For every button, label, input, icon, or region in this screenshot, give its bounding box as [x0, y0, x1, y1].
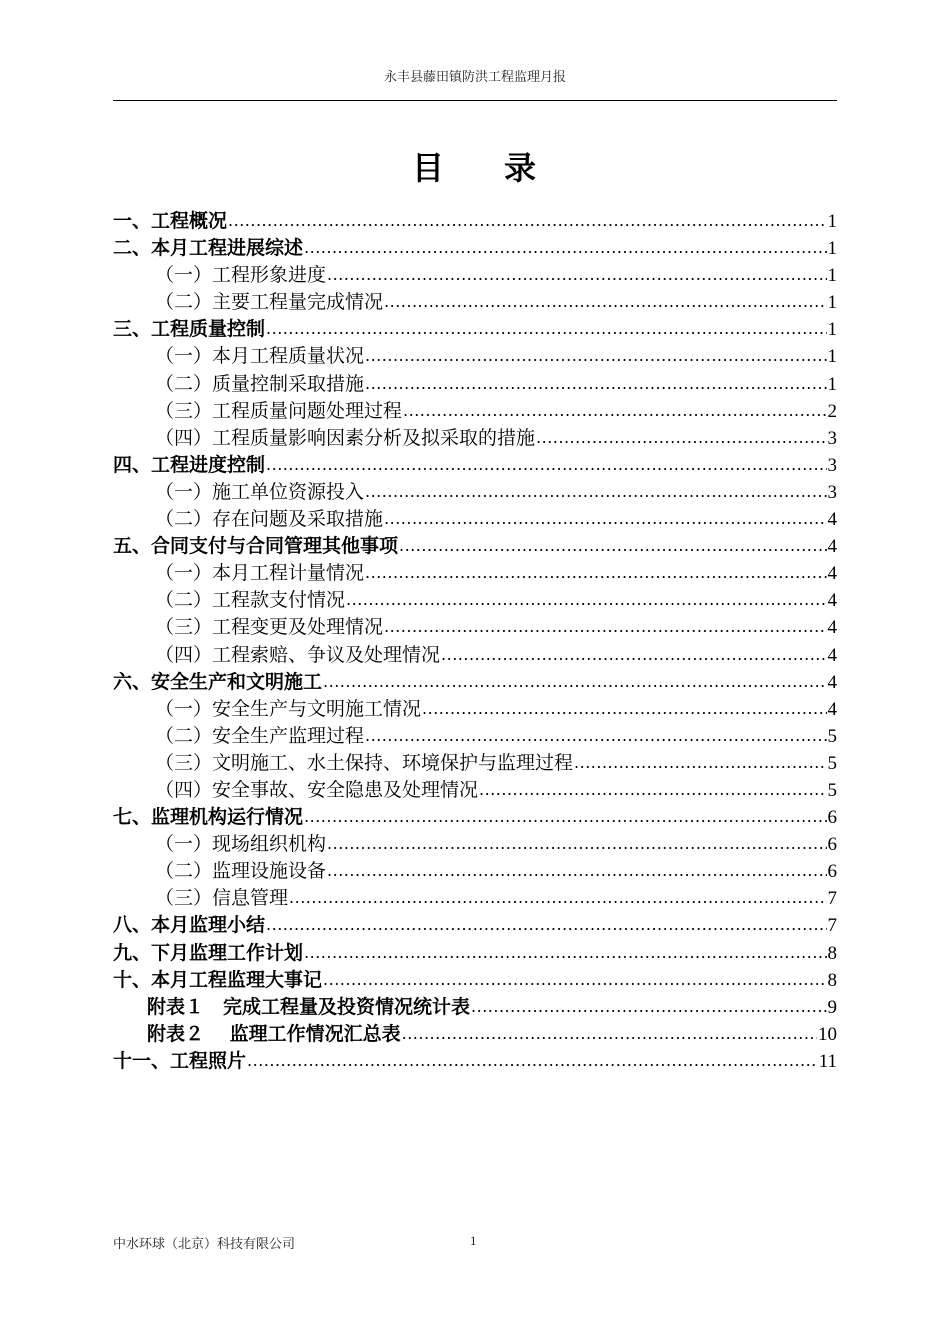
toc-entry-label: 十一、工程照片 — [113, 1049, 247, 1072]
footer-company: 中水环球（北京）科技有限公司 — [113, 1237, 296, 1252]
toc-entry[interactable] — [113, 750, 837, 777]
toc-entry-label: （一）施工单位资源投入 — [155, 480, 365, 503]
toc-entry[interactable] — [113, 479, 837, 506]
toc-entry-page: 4 — [827, 590, 837, 612]
toc-entry-page: 7 — [827, 888, 837, 910]
toc-leader-dots — [327, 830, 826, 857]
running-header: 永丰县藤田镇防洪工程监理月报 — [383, 70, 566, 85]
toc-entry-label: （一）安全生产与文明施工情况 — [155, 697, 422, 720]
toc-leader-dots — [327, 261, 826, 288]
toc-entry[interactable] — [113, 506, 837, 533]
toc-entry[interactable] — [113, 804, 837, 831]
toc-entry[interactable] — [113, 316, 837, 343]
toc-entry-label: （二）工程款支付情况 — [155, 589, 346, 612]
toc-entry-page: 5 — [827, 752, 837, 774]
toc-leader-dots — [323, 966, 826, 993]
toc-leader-dots — [365, 370, 826, 397]
toc-leader-dots — [365, 722, 826, 749]
toc-leader-dots — [266, 911, 826, 938]
toc-entry[interactable] — [113, 371, 837, 398]
toc-entry-label: （二）质量控制采取措施 — [155, 372, 365, 395]
toc-leader-dots — [327, 857, 826, 884]
toc-entry[interactable] — [113, 642, 837, 669]
toc-entry-label: 十、本月工程监理大事记 — [113, 968, 323, 991]
toc-entry-page: 11 — [818, 1050, 837, 1072]
toc-leader-dots — [441, 641, 826, 668]
toc-entry-label: （一）本月工程质量状况 — [155, 345, 365, 368]
toc-leader-dots — [266, 315, 826, 342]
toc-entry-page: 2 — [827, 400, 837, 422]
toc-entry[interactable] — [113, 967, 837, 994]
toc-leader-dots — [574, 749, 826, 776]
toc-entry-label: （三）信息管理 — [155, 887, 289, 910]
toc-entry-page: 1 — [827, 373, 837, 395]
toc-entry-page: 4 — [827, 698, 837, 720]
toc-leader-dots — [304, 939, 826, 966]
toc-entry[interactable] — [113, 885, 837, 912]
toc-entry[interactable] — [113, 994, 837, 1021]
toc-leader-dots — [479, 776, 826, 803]
toc-entry[interactable] — [113, 452, 837, 479]
toc-entry-page: 9 — [827, 996, 837, 1018]
toc-leader-dots — [304, 234, 826, 261]
toc-leader-dots — [365, 342, 826, 369]
toc-entry[interactable] — [113, 940, 837, 967]
toc-leader-dots — [384, 288, 826, 315]
toc-entry-page: 3 — [827, 454, 837, 476]
toc-entry[interactable] — [113, 831, 837, 858]
toc-entry[interactable] — [113, 425, 837, 452]
toc-entry-page: 1 — [827, 211, 837, 232]
toc-entry-label: 五、合同支付与合同管理其他事项 — [113, 535, 399, 558]
toc-entry-page: 4 — [827, 617, 837, 639]
toc-leader-dots — [289, 884, 826, 911]
toc-entry-page: 4 — [827, 536, 837, 558]
toc-leader-dots — [323, 668, 826, 695]
toc-entry[interactable] — [113, 614, 837, 641]
toc-entry[interactable] — [113, 533, 837, 560]
toc-entry-page: 1 — [827, 319, 837, 341]
toc-entry-page: 4 — [827, 563, 837, 585]
toc-entry-page: 8 — [827, 969, 837, 991]
toc-leader-dots — [365, 478, 826, 505]
toc-entry-label: 二、本月工程进展综述 — [113, 237, 304, 260]
toc-leader-dots — [422, 695, 826, 722]
toc-entry[interactable] — [113, 587, 837, 614]
toc-leader-dots — [304, 803, 826, 830]
toc-entry-label: （三）工程质量问题处理过程 — [155, 399, 403, 422]
toc-leader-dots — [399, 532, 826, 559]
toc-entry[interactable] — [113, 398, 837, 425]
page-title-left: 目 — [411, 149, 446, 187]
toc-leader-dots — [384, 613, 826, 640]
toc-entry-label: 九、下月监理工作计划 — [113, 941, 304, 964]
toc-leader-dots — [266, 451, 826, 478]
table-of-contents — [113, 208, 837, 1075]
toc-entry[interactable] — [113, 696, 837, 723]
toc-entry[interactable] — [113, 723, 837, 750]
toc-entry-page: 8 — [827, 942, 837, 964]
toc-entry-page: 5 — [827, 779, 837, 801]
toc-entry-page: 4 — [827, 509, 837, 531]
toc-entry-page: 1 — [827, 238, 837, 260]
toc-entry-label: （四）工程索赔、争议及处理情况 — [155, 643, 441, 666]
toc-entry-label: （二）监理设施设备 — [155, 860, 327, 883]
toc-entry[interactable] — [113, 235, 837, 262]
page-title-right: 录 — [504, 149, 539, 187]
toc-entry-page: 6 — [827, 807, 837, 829]
toc-entry[interactable] — [113, 1048, 837, 1075]
toc-leader-dots — [346, 586, 826, 613]
page-title — [113, 143, 837, 189]
toc-entry-label: 六、安全生产和文明施工 — [113, 670, 323, 693]
toc-entry-label: （一）本月工程计量情况 — [155, 562, 365, 585]
toc-entry-page: 4 — [827, 644, 837, 666]
toc-entry[interactable] — [113, 262, 837, 289]
toc-leader-dots — [247, 1047, 818, 1074]
toc-leader-dots — [536, 424, 826, 451]
toc-entry-page: 7 — [827, 915, 837, 937]
toc-entry-label: 三、工程质量控制 — [113, 318, 266, 341]
toc-entry[interactable] — [113, 858, 837, 885]
toc-entry-label: 一、工程概况 — [113, 210, 228, 232]
toc-entry[interactable] — [113, 560, 837, 587]
toc-entry[interactable] — [113, 343, 837, 370]
toc-leader-dots — [228, 207, 826, 234]
toc-entry-label: 附表２ 监理工作情况汇总表 — [147, 1022, 401, 1045]
toc-entry-label: （四）工程质量影响因素分析及拟采取的措施 — [155, 426, 536, 449]
toc-entry-label: （三）工程变更及处理情况 — [155, 616, 384, 639]
toc-entry-label: 四、工程进度控制 — [113, 453, 266, 476]
toc-entry-label: 七、监理机构运行情况 — [113, 806, 304, 829]
toc-entry-page: 1 — [827, 292, 837, 314]
toc-entry-label: （二）存在问题及采取措施 — [155, 508, 384, 531]
toc-entry[interactable] — [113, 208, 837, 235]
toc-entry[interactable] — [113, 777, 837, 804]
toc-entry-page: 5 — [827, 725, 837, 747]
toc-entry-page: 3 — [827, 481, 837, 503]
toc-entry-label: （三）文明施工、水土保持、环境保护与监理过程 — [155, 751, 574, 774]
toc-entry-page: 6 — [827, 834, 837, 856]
toc-entry-page: 3 — [827, 427, 837, 449]
toc-entry-page: 10 — [818, 1023, 837, 1045]
footer-page-number: 1 — [470, 1233, 477, 1248]
toc-entry[interactable] — [113, 1021, 837, 1048]
toc-entry-label: 八、本月监理小结 — [113, 914, 266, 937]
toc-leader-dots — [384, 505, 826, 532]
toc-entry-page: 6 — [827, 861, 837, 883]
toc-entry-page: 1 — [827, 346, 837, 368]
toc-entry-page: 4 — [827, 671, 837, 693]
toc-leader-dots — [402, 1020, 817, 1047]
toc-entry[interactable] — [113, 289, 837, 316]
toc-leader-dots — [403, 397, 826, 424]
toc-entry[interactable] — [113, 669, 837, 696]
toc-entry-label: 附表１ 完成工程量及投资情况统计表 — [147, 995, 471, 1018]
toc-entry-page: 1 — [827, 265, 837, 287]
toc-entry[interactable] — [113, 912, 837, 939]
toc-entry-label: （一）现场组织机构 — [155, 833, 327, 856]
toc-leader-dots — [471, 993, 826, 1020]
toc-entry-label: （二）主要工程量完成情况 — [155, 291, 384, 314]
toc-entry-label: （一）工程形象进度 — [155, 264, 327, 287]
toc-leader-dots — [365, 559, 826, 586]
toc-entry-label: （四）安全事故、安全隐患及处理情况 — [155, 778, 479, 801]
header-rule — [113, 100, 837, 101]
toc-entry-label: （二）安全生产监理过程 — [155, 724, 365, 747]
